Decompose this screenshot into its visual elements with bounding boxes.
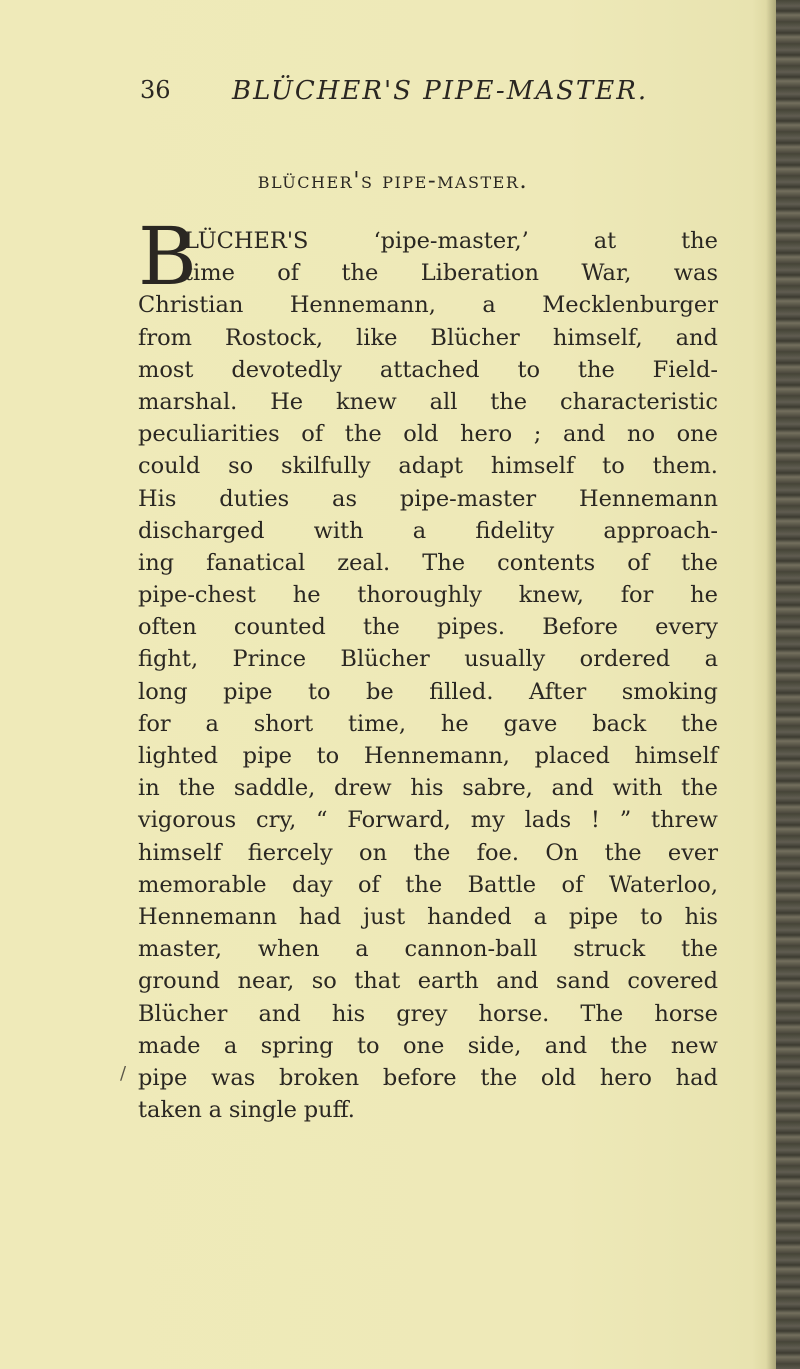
word: Hennemann — [579, 485, 718, 512]
word: the — [480, 1064, 518, 1091]
word: at — [593, 228, 617, 254]
word: saddle, — [233, 775, 316, 802]
word: for — [620, 582, 654, 609]
word: the — [178, 775, 216, 802]
word: was — [211, 1064, 256, 1091]
word: himself, — [552, 324, 643, 351]
word: ! — [590, 807, 600, 834]
word: old — [403, 421, 439, 448]
word: ; — [533, 421, 542, 448]
word: them. — [652, 453, 718, 480]
word: thoroughly — [357, 582, 482, 609]
word: Rostock, — [225, 324, 324, 351]
word: skilfully — [281, 453, 371, 480]
text-line — [138, 1062, 718, 1094]
word: one — [402, 1032, 445, 1059]
word: himself — [634, 743, 718, 769]
word: foe. — [476, 839, 520, 866]
word: could — [138, 453, 201, 480]
word: Blücher — [430, 324, 520, 351]
word: handed — [427, 903, 512, 930]
word: Forward, — [347, 807, 451, 834]
word: After — [528, 678, 587, 705]
word: the — [681, 775, 718, 802]
word: struck — [573, 936, 646, 963]
word: the — [681, 936, 718, 963]
text-line — [138, 579, 718, 611]
word: a — [482, 292, 496, 319]
word: and — [675, 324, 718, 351]
word: pipe — [223, 678, 273, 705]
text-line — [138, 547, 718, 579]
word: with — [313, 517, 364, 544]
word: to — [517, 356, 541, 383]
word: peculiarities — [138, 421, 280, 448]
word: on — [359, 839, 388, 866]
text-line — [138, 1094, 718, 1126]
word: fiercely — [247, 839, 333, 866]
word: lads — [524, 807, 572, 834]
word: often — [138, 614, 197, 641]
text-line — [138, 386, 718, 418]
word: and — [544, 1032, 588, 1059]
word: attached — [379, 356, 480, 383]
word: his — [684, 903, 718, 930]
chapter-title: blücher's pipe-master. — [257, 168, 529, 194]
word: to — [316, 743, 340, 769]
word: Field- — [652, 356, 718, 383]
word: old — [540, 1064, 577, 1091]
word: smoking — [621, 678, 718, 705]
word: marshal. — [138, 388, 238, 415]
text-line — [138, 418, 718, 450]
text-line — [138, 998, 718, 1030]
word: ordered — [579, 646, 671, 673]
word: day — [292, 871, 333, 898]
word: The — [422, 549, 466, 576]
word: so — [311, 968, 337, 995]
word: ing — [138, 549, 175, 576]
text-line — [138, 965, 718, 997]
word: his — [331, 1000, 366, 1027]
text-line — [138, 676, 718, 708]
word: vigorous — [138, 807, 237, 834]
word: new — [670, 1032, 718, 1059]
word: discharged — [138, 517, 265, 544]
word: like — [356, 324, 398, 351]
word: cry, — [255, 807, 297, 834]
word: to — [356, 1032, 380, 1059]
text-line — [138, 1030, 718, 1062]
word: and — [258, 1000, 301, 1027]
word: single — [228, 1097, 297, 1124]
word: he — [440, 710, 469, 737]
word: horse — [654, 1000, 718, 1027]
word: made — [138, 1032, 201, 1059]
word: ever — [667, 839, 718, 866]
page-number: 36 — [140, 76, 171, 104]
word: of — [627, 549, 650, 576]
word: from — [138, 324, 192, 351]
word: spring — [260, 1032, 334, 1059]
text-line — [138, 837, 718, 869]
word: was — [673, 260, 718, 287]
text-line — [138, 804, 718, 836]
word: side, — [467, 1032, 522, 1059]
word: a — [205, 710, 219, 737]
word: placed — [534, 743, 610, 769]
word: LÜCHER'S — [184, 228, 309, 254]
word: the — [341, 260, 379, 287]
word: time — [184, 260, 235, 287]
word: a — [355, 936, 369, 963]
word: pipe-chest — [138, 582, 256, 609]
word: the — [413, 839, 451, 866]
page-gutter-shadow — [766, 0, 776, 1369]
word: pipe — [138, 1064, 188, 1091]
word: fight, — [138, 646, 199, 673]
word: “ — [316, 807, 328, 834]
word: the — [604, 839, 642, 866]
text-line — [138, 611, 718, 643]
word: approach- — [603, 517, 718, 544]
word: one — [676, 421, 718, 448]
word: pipes. — [437, 614, 506, 641]
word: time, — [347, 710, 407, 737]
word: ” — [619, 807, 632, 834]
word: pipe — [568, 903, 619, 930]
word: before — [382, 1064, 457, 1091]
word: short — [253, 710, 314, 737]
word: zeal. — [337, 549, 391, 576]
word: the — [405, 871, 443, 898]
word: the — [681, 549, 718, 576]
word: a — [533, 903, 547, 930]
word: of — [358, 871, 380, 898]
text-line — [138, 643, 718, 675]
word: the — [681, 710, 718, 737]
word: knew, — [518, 582, 584, 609]
word: and — [551, 775, 594, 802]
word: grey — [396, 1000, 448, 1027]
text-line — [138, 450, 718, 482]
text-line — [138, 740, 718, 772]
word: sabre, — [462, 775, 533, 802]
word: had — [298, 903, 342, 930]
word: he — [292, 582, 321, 609]
word: Blücher — [138, 1000, 228, 1027]
page-edge — [776, 0, 800, 1369]
word: covered — [627, 968, 718, 995]
word: filled. — [429, 678, 494, 705]
text-line — [138, 772, 718, 804]
word: of — [301, 421, 324, 448]
text-line — [184, 225, 718, 257]
word: himself — [138, 839, 222, 866]
word: to — [307, 678, 331, 705]
word: all — [429, 388, 458, 415]
word: a — [223, 1032, 238, 1059]
word: my — [470, 807, 505, 834]
word: and — [563, 421, 606, 448]
word: The — [580, 1000, 624, 1027]
word: broken — [279, 1064, 360, 1091]
word: Hennemann — [138, 903, 277, 930]
word: characteristic — [560, 388, 718, 415]
word: the — [681, 228, 718, 254]
word: drew — [333, 775, 392, 802]
word: the — [344, 421, 382, 448]
word: a — [208, 1097, 223, 1124]
word: On — [545, 839, 579, 866]
word: earth — [417, 968, 479, 995]
running-head — [140, 76, 680, 112]
word: long — [138, 678, 188, 705]
word: lighted — [138, 743, 219, 769]
word: the — [490, 388, 528, 415]
word: in — [138, 775, 160, 802]
word: just — [363, 903, 406, 930]
word: contents — [497, 549, 596, 576]
text-line — [138, 933, 718, 965]
word: Prince — [232, 646, 307, 673]
word: He — [270, 388, 304, 415]
word: of — [277, 260, 300, 287]
word: a — [704, 646, 718, 673]
word: the — [362, 614, 400, 641]
text-line — [138, 708, 718, 740]
word: ground — [138, 968, 221, 995]
word: War, — [581, 260, 632, 287]
word: taken — [138, 1097, 202, 1124]
word: that — [354, 968, 401, 995]
word: Hennemann, — [363, 743, 510, 769]
text-line — [138, 515, 718, 547]
word: back — [592, 710, 647, 737]
word: memorable — [138, 871, 267, 898]
word: he — [690, 582, 718, 609]
running-title: BLÜCHER'S PIPE-MASTER. — [232, 76, 649, 106]
word: as — [332, 485, 357, 512]
word: to — [602, 453, 625, 480]
word: counted — [233, 614, 326, 641]
word: fidelity — [475, 517, 555, 544]
word: knew — [336, 388, 397, 415]
word: a — [412, 517, 427, 544]
word: when — [257, 936, 320, 963]
word: His — [138, 485, 177, 512]
margin-mark: / — [120, 1063, 127, 1084]
word: fanatical — [206, 549, 306, 576]
text-line — [138, 322, 718, 354]
text-line — [138, 869, 718, 901]
word: hero — [460, 421, 513, 448]
word: so — [228, 453, 254, 480]
word: master, — [138, 936, 223, 963]
text-line — [184, 257, 718, 289]
word: with — [612, 775, 663, 802]
word: himself — [490, 453, 575, 480]
word: usually — [464, 646, 546, 673]
word: Christian — [138, 292, 244, 319]
text-line — [138, 289, 718, 321]
word: duties — [219, 485, 290, 512]
word: pipe — [242, 743, 292, 769]
text-line — [138, 354, 718, 386]
word: Blücher — [340, 646, 430, 673]
word: horse. — [478, 1000, 550, 1027]
word: had — [675, 1064, 718, 1091]
word: devotedly — [231, 356, 342, 383]
word: the — [577, 356, 615, 383]
word: be — [366, 678, 394, 705]
word: and — [496, 968, 539, 995]
word: near, — [237, 968, 295, 995]
word: Mecklenburger — [542, 292, 718, 319]
word: to — [640, 903, 663, 930]
word: the — [610, 1032, 648, 1059]
word: hero — [599, 1064, 652, 1091]
word: threw — [651, 807, 718, 834]
word: his — [410, 775, 444, 802]
word: cannon-ball — [404, 936, 538, 963]
word: Battle — [467, 871, 537, 898]
word: for — [138, 710, 171, 737]
word: Waterloo, — [608, 871, 718, 898]
word: Before — [542, 614, 618, 641]
word: no — [626, 421, 655, 448]
word: ‘pipe-master,’ — [373, 228, 529, 254]
word: pipe-master — [399, 485, 537, 512]
text-line — [138, 901, 718, 933]
word: sand — [556, 968, 610, 995]
word: adapt — [398, 453, 464, 480]
word: every — [655, 614, 718, 641]
word: gave — [503, 710, 558, 737]
word: puff. — [303, 1097, 355, 1124]
drop-cap: B — [138, 210, 197, 303]
word: of — [561, 871, 584, 898]
word: Hennemann, — [289, 292, 436, 319]
word: most — [138, 356, 194, 383]
word: Liberation — [420, 260, 540, 287]
body-text — [138, 210, 718, 1126]
text-line — [138, 483, 718, 515]
